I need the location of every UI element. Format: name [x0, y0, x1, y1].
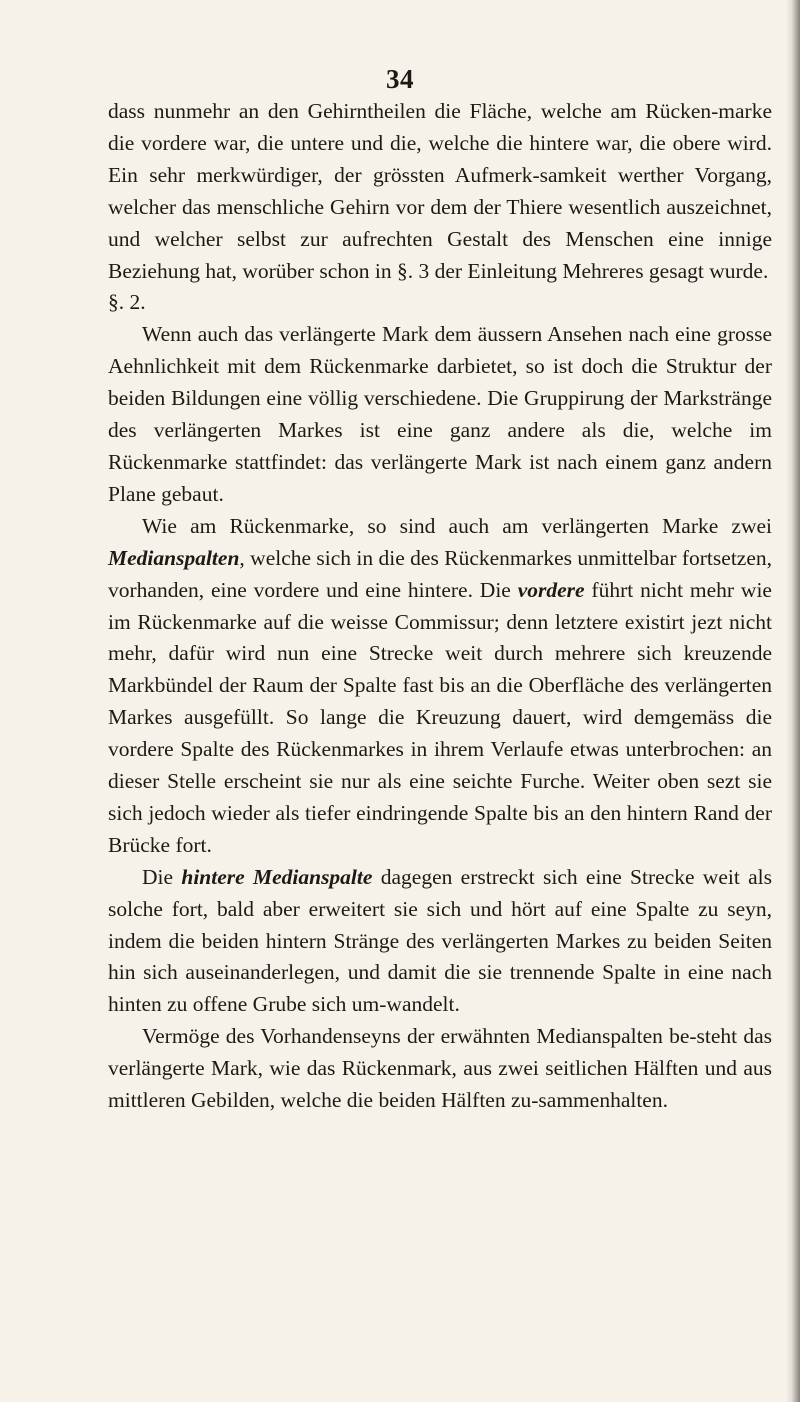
paragraph-4-part-a: Die: [142, 864, 182, 889]
term-hintere-medianspalte: hintere Medianspalte: [181, 864, 373, 889]
paragraph-4: [108, 862, 772, 1022]
paragraph-3-part-a: Wie am Rückenmarke, so sind auch am verlängerten Marke zwei: [142, 513, 772, 538]
body-text: [108, 96, 772, 1117]
paragraph-2: Wenn auch das verlängerte Mark dem äussern Ansehen nach eine grosse Aehnlichkeit mit dem Rückenmarke darbietet, so ist doch die Struktur der beiden Bildungen eine völlig verschiedene. Die Gruppirung der Markstränge des verlängerten Markes ist eine ganz andere als die, welche im Rückenmarke stattfindet: das verlängerte Mark ist nach einem ganz andern Plane gebaut.: [108, 322, 772, 506]
term-medianspalten: Medianspalten: [108, 545, 240, 570]
page-edge-shadow: [786, 0, 800, 1402]
paragraph-3-part-c: führt nicht mehr wie im Rückenmarke auf die weisse Commissur; denn letztere existirt jezt nicht mehr, dafür wird nun eine Strecke weit durch mehrere sich kreuzende Markbündel der Raum der Spalte fast bis an die Oberfläche des verlängerten Markes ausgefüllt. So lange die Kreuzung dauert, wird demgemäss die vordere Spalte des Rückenmarkes in ihrem Verlaufe etwas unterbrochen: an dieser Stelle erscheint sie nur als eine seichte Furche. Weiter oben sezt sie sich jedoch wieder als tiefer eindringende Spalte bis an den hintern Rand der Brücke fort.: [108, 577, 772, 857]
paragraph-5: Vermöge des Vorhandenseyns der erwähnten Medianspalten be-steht das verlängerte Mark, wie das Rückenmark, aus zwei seitlichen Hälften und aus mittleren Gebilden, welche die beiden Hälften zu-sammenhalten.: [108, 1024, 772, 1113]
term-vordere: vordere: [517, 577, 585, 602]
paragraph-4-part-b: dagegen erstreckt sich eine Strecke weit als solche fort, bald aber erweitert sie sich und hört auf eine Spalte zu seyn, indem die beiden hintern Stränge des verlängerten Markes zu beiden Seiten hin sich auseinanderlegen, und damit die sie trennende Spalte in eine nach hinten zu offene Grube sich um-wandelt.: [108, 864, 773, 1017]
page-number: 34: [386, 64, 414, 94]
paragraph-1: dass nunmehr an den Gehirntheilen die Fläche, welche am Rücken-marke die vordere war, die untere und die, welche die hintere war, die obere wird. Ein sehr merkwürdiger, der grössten Aufmerk-samkeit werther Vorgang, welcher das menschliche Gehirn vor dem der Thiere wesentlich auszeichnet, und welcher selbst zur aufrechten Gestalt des Menschen eine innige Beziehung hat, worüber schon in §. 3 der Einleitung Mehreres gesagt wurde.: [108, 99, 772, 283]
paragraph-3-part-b: , welche sich in die des Rückenmarkes unmittelbar fortsetzen, vorhanden, eine vordere und eine hintere. Die: [108, 545, 772, 602]
section-heading: §. 2.: [108, 290, 146, 315]
paragraph-3: [108, 511, 772, 862]
